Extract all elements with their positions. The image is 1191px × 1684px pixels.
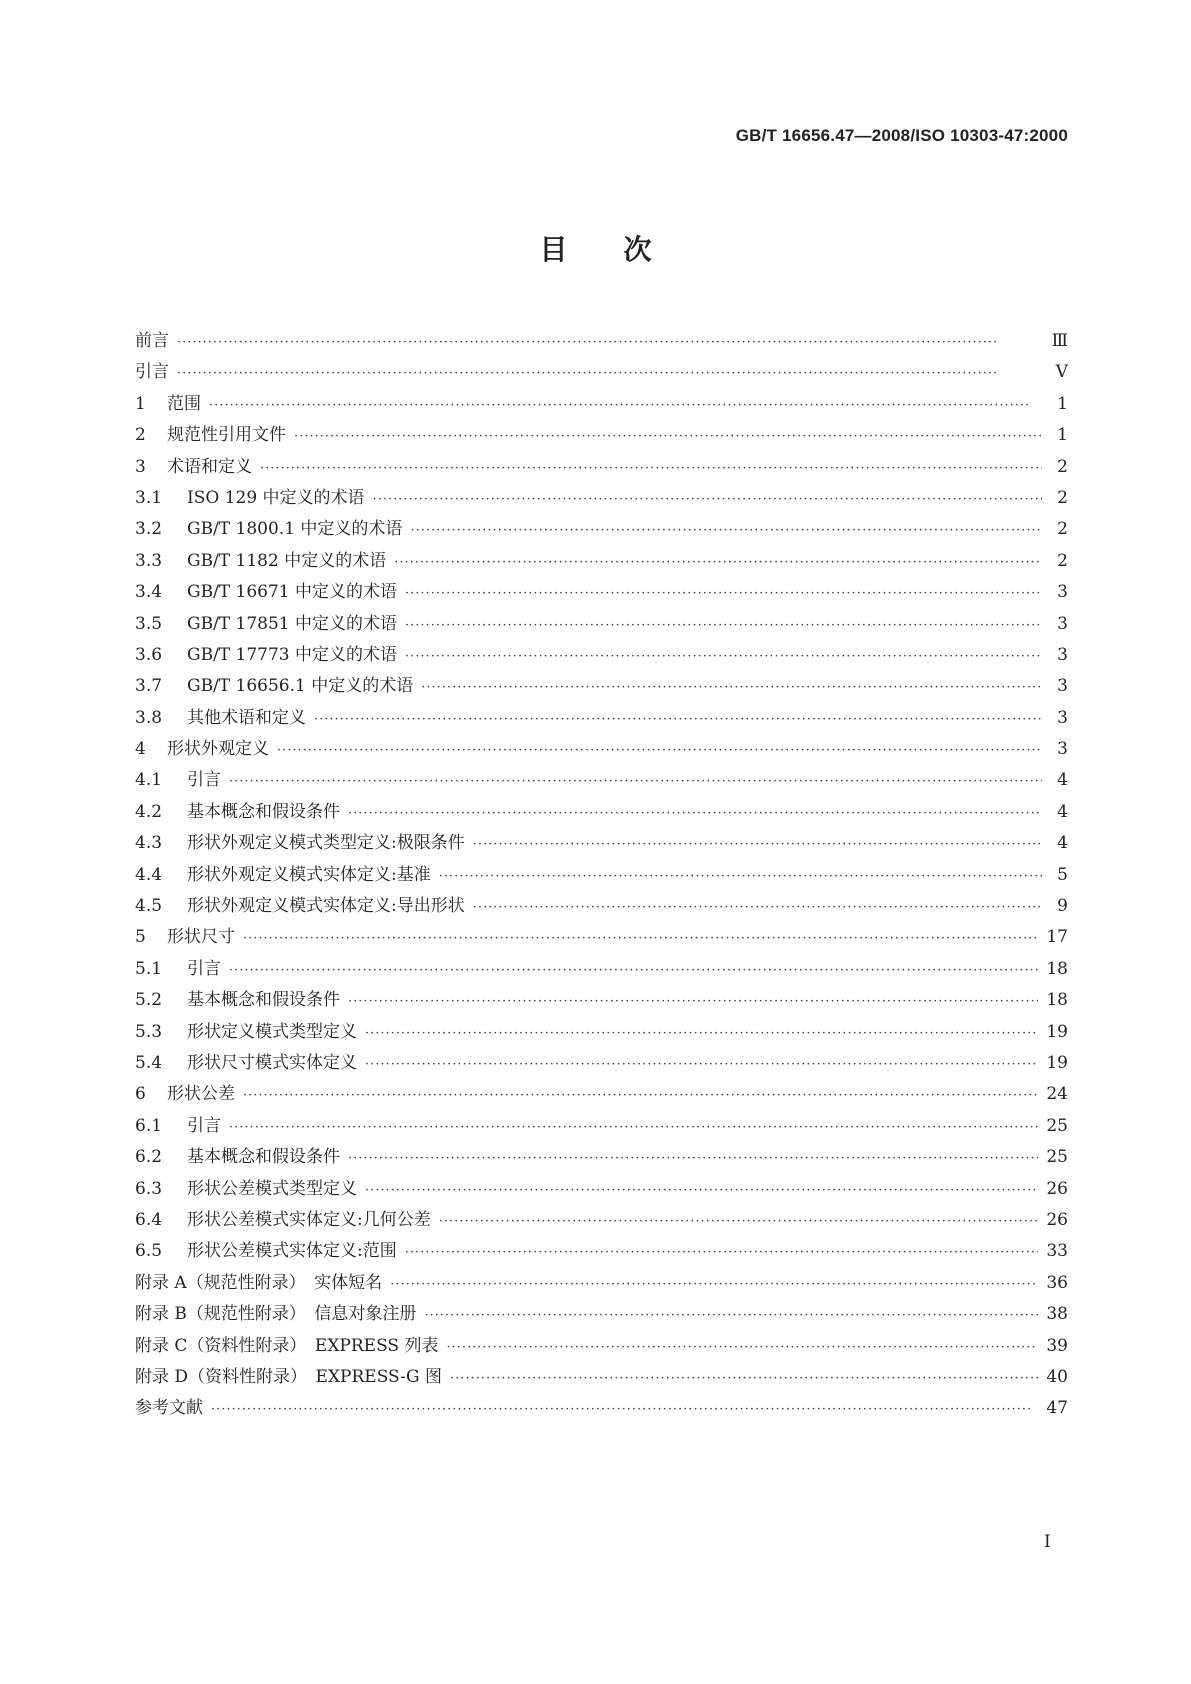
toc-entry-number: 4.5 [135,896,163,917]
dot-leader [405,618,1042,633]
toc-entry[interactable] [135,1142,1068,1173]
toc-entry-page: 38 [1046,1304,1068,1325]
toc-entry-page: 1 [1057,425,1068,446]
document-header: GB/T 16656.47—2008/ISO 10303-47:2000 [735,126,1068,145]
toc-entry-label: GB/T 1182 中定义的术语 [187,550,387,571]
dot-leader [229,1120,1038,1135]
toc-entry-label: 形状公差模式实体定义:几何公差 [187,1209,431,1230]
dot-leader [277,743,1042,758]
page-title [0,228,1191,268]
toc-entry-label: 引言 [187,770,221,791]
toc-entry[interactable] [135,326,1068,357]
dot-leader [314,712,1042,727]
toc-entry[interactable] [135,1111,1068,1142]
toc-entry-number: 6 [135,1084,146,1105]
toc-entry-label: 形状公差模式实体定义:范围 [187,1241,397,1262]
toc-entry[interactable] [135,577,1068,608]
toc-entry-number: 4.1 [135,770,163,791]
toc-entry-label: 基本概念和假设条件 [187,1147,340,1168]
dot-leader [446,1340,1038,1355]
toc-entry-label: 形状尺寸模式实体定义 [187,1052,357,1073]
table-of-contents [135,326,1068,1425]
toc-entry-page: Ⅴ [1055,362,1068,383]
toc-entry[interactable] [135,985,1068,1016]
toc-entry-label: 基本概念和假设条件 [187,801,340,822]
dot-leader [229,963,1038,978]
toc-entry[interactable] [135,1299,1068,1330]
toc-entry[interactable] [135,734,1068,765]
toc-entry[interactable] [135,671,1068,702]
toc-entry-number: 3.2 [135,519,163,540]
toc-entry[interactable] [135,1205,1068,1236]
toc-entry-label: 引言 [187,958,221,979]
toc-entry-label: 引言 [187,1115,221,1136]
dot-leader [450,1371,1038,1386]
toc-entry[interactable] [135,1017,1068,1048]
toc-entry-page: 3 [1057,707,1068,728]
dot-leader [229,774,1042,789]
dot-leader [209,398,1042,413]
toc-entry-number: 3.7 [135,676,163,697]
toc-entry-label: 引言 [135,362,169,383]
toc-entry-page: 26 [1046,1178,1068,1199]
dot-leader [294,429,1042,444]
toc-entry[interactable] [135,1362,1068,1393]
toc-entry-page: 26 [1046,1209,1068,1230]
toc-entry[interactable] [135,1174,1068,1205]
toc-entry-number: 4.4 [135,864,163,885]
toc-entry-page: 25 [1046,1115,1068,1136]
toc-entry-label: GB/T 16656.1 中定义的术语 [187,676,414,697]
toc-entry[interactable] [135,1331,1068,1362]
toc-entry-page: 4 [1057,801,1068,822]
toc-entry-label: 形状公差 [167,1084,235,1105]
toc-entry-page: 40 [1046,1366,1068,1387]
toc-entry-number: 3.3 [135,550,163,571]
title-char: 目 [539,233,568,266]
toc-entry[interactable] [135,420,1068,451]
toc-entry[interactable] [135,609,1068,640]
toc-entry-page: 18 [1046,958,1068,979]
dot-leader [405,649,1042,664]
toc-entry-number: 4.2 [135,801,163,822]
dot-leader [243,1088,1038,1103]
dot-leader [390,1277,1038,1292]
dot-leader [405,586,1042,601]
toc-entry[interactable] [135,765,1068,796]
toc-entry-number: 4 [135,739,146,760]
toc-entry-page: 3 [1057,613,1068,634]
toc-entry-number: 3.4 [135,582,163,603]
toc-entry-page: Ⅲ [1051,331,1068,351]
toc-entry[interactable] [135,357,1068,388]
toc-entry-page: 18 [1046,990,1068,1011]
toc-entry-page: 1 [1057,393,1068,414]
toc-entry-page: 2 [1057,550,1068,571]
toc-entry[interactable] [135,860,1068,891]
toc-entry-page: 19 [1046,1021,1068,1042]
dot-leader [410,523,1042,538]
title-char: 次 [623,233,652,266]
dot-leader [439,869,1042,884]
toc-entry-page: 3 [1057,676,1068,697]
toc-entry[interactable] [135,1048,1068,1079]
toc-entry[interactable] [135,389,1068,420]
toc-entry-page: 19 [1046,1052,1068,1073]
dot-leader [243,931,1038,946]
toc-entry-label: 范围 [167,393,201,414]
toc-entry[interactable] [135,640,1068,671]
dot-leader [211,1402,1038,1417]
toc-entry-page: 3 [1057,582,1068,603]
dot-leader [365,1183,1038,1198]
toc-entry-page: 4 [1057,833,1068,854]
toc-entry[interactable] [135,514,1068,545]
toc-entry-label: 附录 C（资料性附录） EXPRESS 列表 [135,1335,439,1356]
toc-entry-number: 6.4 [135,1209,163,1230]
toc-entry-label: 规范性引用文件 [167,425,286,446]
toc-entry-label: 附录 D（资料性附录） EXPRESS-G 图 [135,1366,443,1387]
toc-entry-label: 形状外观定义模式实体定义:导出形状 [187,896,465,917]
toc-entry-label: 前言 [135,331,169,351]
toc-entry[interactable] [135,797,1068,828]
toc-entry-label: 形状外观定义模式类型定义:极限条件 [187,833,465,854]
toc-entry-label: GB/T 17773 中定义的术语 [187,644,398,665]
toc-entry-number: 5.3 [135,1021,163,1042]
toc-entry-page: 2 [1057,519,1068,540]
toc-entry[interactable] [135,891,1068,922]
toc-entry[interactable] [135,1268,1068,1299]
dot-leader [365,1057,1038,1072]
page-number: I [1044,1532,1051,1552]
toc-entry-label: 形状定义模式类型定义 [187,1021,357,1042]
dot-leader [177,366,1042,381]
toc-entry-number: 5.4 [135,1052,163,1073]
toc-entry-page: 17 [1046,927,1068,948]
dot-leader [473,900,1042,915]
toc-entry[interactable] [135,922,1068,953]
toc-entry-number: 1 [135,393,146,414]
dot-leader [177,335,1042,350]
dot-leader [260,461,1042,476]
toc-entry-label: 附录 B（规范性附录） 信息对象注册 [135,1304,417,1325]
toc-entry-page: 5 [1057,864,1068,885]
toc-entry-label: 术语和定义 [167,456,252,477]
toc-entry-number: 5.1 [135,958,163,979]
dot-leader [348,806,1042,821]
dot-leader [473,837,1042,852]
toc-entry-label: 附录 A（规范性附录） 实体短名 [135,1272,383,1293]
dot-leader [365,1026,1038,1041]
toc-entry-page: 36 [1046,1272,1068,1293]
toc-entry-label: 形状外观定义模式实体定义:基准 [187,864,431,885]
toc-entry-label: GB/T 17851 中定义的术语 [187,613,398,634]
dot-leader [424,1308,1038,1323]
toc-entry-page: 3 [1057,644,1068,665]
toc-entry-label: 形状尺寸 [167,927,235,948]
dot-leader [421,680,1042,695]
dot-leader [348,1151,1038,1166]
toc-entry-label: GB/T 16671 中定义的术语 [187,582,398,603]
toc-entry-label: GB/T 1800.1 中定义的术语 [187,519,403,540]
toc-entry-number: 5.2 [135,990,163,1011]
toc-entry-number: 3 [135,456,146,477]
toc-entry-number: 6.5 [135,1241,163,1262]
toc-entry-page: 2 [1057,456,1068,477]
toc-entry-label: ISO 129 中定义的术语 [187,487,365,508]
toc-entry-number: 3.1 [135,487,163,508]
toc-entry-page: 9 [1057,896,1068,917]
toc-entry-page: 39 [1046,1335,1068,1356]
toc-entry-label: 形状公差模式类型定义 [187,1178,357,1199]
toc-entry-page: 3 [1057,739,1068,760]
toc-entry-number: 6.3 [135,1178,163,1199]
toc-entry-number: 3.8 [135,707,163,728]
toc-entry-label: 形状外观定义 [167,739,269,760]
dot-leader [405,1245,1039,1260]
toc-entry-page: 47 [1046,1398,1068,1419]
toc-entry-number: 6.1 [135,1115,163,1136]
toc-entry-number: 4.3 [135,833,163,854]
toc-entry[interactable] [135,828,1068,859]
toc-entry-label: 其他术语和定义 [187,707,306,728]
toc-entry[interactable] [135,452,1068,483]
toc-entry[interactable] [135,1236,1068,1267]
toc-entry-number: 3.5 [135,613,163,634]
toc-entry-number: 6.2 [135,1147,163,1168]
dot-leader [439,1214,1039,1229]
toc-entry[interactable] [135,954,1068,985]
dot-leader [373,492,1042,507]
toc-entry[interactable] [135,483,1068,514]
toc-entry[interactable] [135,703,1068,734]
dot-leader [348,994,1038,1009]
toc-entry-page: 33 [1046,1241,1068,1262]
toc-entry-number: 2 [135,425,146,446]
toc-entry-label: 参考文献 [135,1398,203,1419]
toc-entry-page: 24 [1046,1084,1068,1105]
toc-entry[interactable] [135,1079,1068,1110]
toc-entry-page: 4 [1057,770,1068,791]
toc-entry-page: 2 [1057,487,1068,508]
toc-entry-number: 5 [135,927,146,948]
toc-entry-label: 基本概念和假设条件 [187,990,340,1011]
dot-leader [394,555,1042,570]
toc-entry[interactable] [135,546,1068,577]
toc-entry-number: 3.6 [135,644,163,665]
toc-entry[interactable] [135,1393,1068,1424]
toc-entry-page: 25 [1046,1147,1068,1168]
